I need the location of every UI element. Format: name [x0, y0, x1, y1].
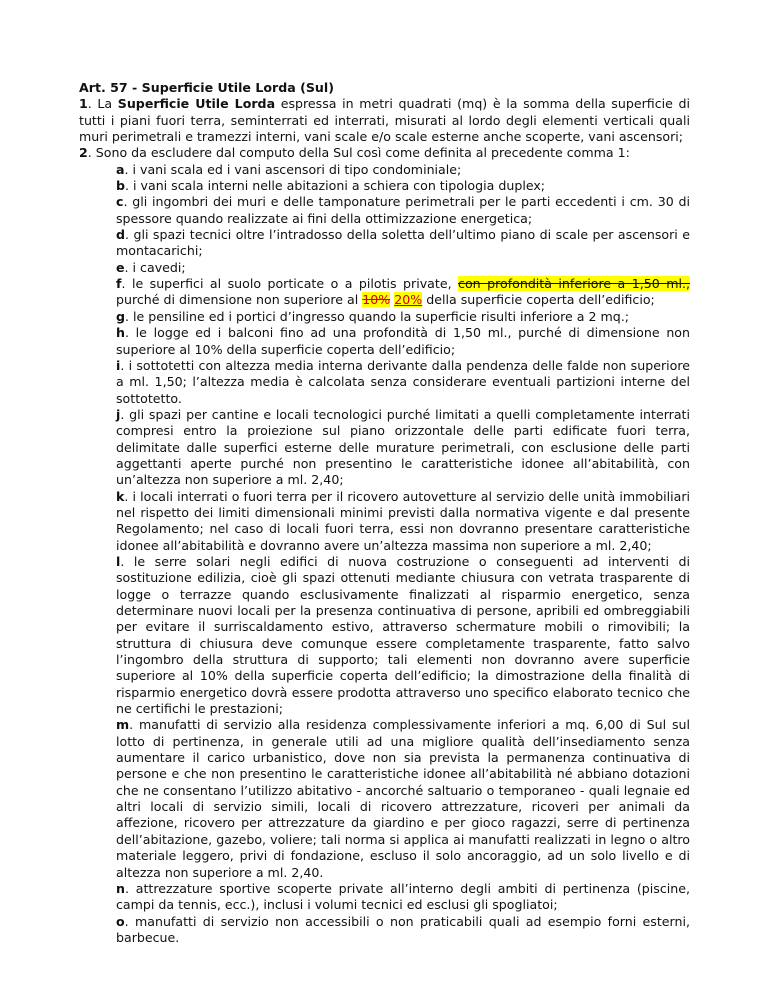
list-item-i: i. i sottotetti con altezza media interna derivante dalla pendenza delle falde non superiore a ml. 1,50; l’altezza media è calcolata senza considerare eventuali partizioni interne del sottotetto. [116, 357, 690, 406]
list-item-e: e. i cavedi; [116, 259, 186, 275]
list-item-k: k. i locali interrati o fuori terra per il ricovero autovetture al servizio delle unità immobiliari nel rispetto dei limiti dimensionali minimi previsti dalla normativa vigente e dal presente Regolamento; nel caso di locali fuori terra, essi non dovranno presentare caratteristiche idonee all’abitabilità e dovranno avere un’altezza massima non superiore a ml. 2,40; [116, 488, 690, 553]
item-letter: c [116, 194, 124, 210]
paragraph-number: 1 [79, 96, 88, 112]
item-letter: o [116, 913, 125, 929]
list-item-m: m. manufatti di servizio alla residenza complessivamente inferiori a mq. 6,00 di Sul sul lotto di pertinenza, in generale utili ad una migliore qualità dell’insediamento senza aumentare il carico urbanistico, dove non sia prevista la permanenza continuativa di persone e che non presentino le caratteristiche idonee all’abitabilità né abbiano dotazioni che ne consentano l’utilizzo abitativo - ancorché saltuario o temporaneo - quali legnaie ed altri locali di servizio simili, locali di ricovero attrezzature, ricoveri per animali da affezione, ricovero per attrezzature da giardino e per gioco ragazzi, serre di pertinenza dell’abitazione, gazebo, voliere; tali norma si applica ai manufatti realizzati in legno o altro materiale leggero, privi di fondazione, escluso il solo ancoraggio, ad un solo livello e di altezza non superiore a ml. 2,40. [116, 717, 690, 880]
item-letter: i [116, 357, 121, 373]
item-letter: b [116, 178, 126, 194]
item-letter: h [116, 325, 125, 341]
list-item-a: a. i vani scala ed i vani ascensori di tipo condominiale; [116, 161, 462, 177]
paragraph-1: 1. La Superficie Utile Lorda espressa in metri quadrati (mq) è la somma della superficie di tutti i piani fuori terra, seminterrati ed interrati, misurati al lordo degli elementi verticali quali muri perimetrali e tramezzi interni, vani scale e/o scale esterne anche scoperte, vani ascensori; [79, 96, 690, 145]
list-item-g: g. le pensiline ed i portici d’ingresso quando la superficie risulti inferiore a 2 mq.; [116, 308, 629, 324]
item-letter: m [116, 717, 130, 733]
list-item-n: n. attrezzature sportive scoperte private all’interno degli ambiti di pertinenza (piscine, campi da tennis, ecc.), inclusi i volumi tecnici ed esclusi gli spogliatoi; [116, 880, 690, 913]
item-letter: a [116, 161, 125, 177]
deleted-text: con profondità inferiore a 1,50 ml., [458, 276, 690, 292]
article-title: Art. 57 - Superficie Utile Lorda (Sul) [79, 80, 334, 95]
item-letter: g [116, 308, 126, 324]
paragraph-2: 2. Sono da escludere dal computo della Sul così come definita al precedente comma 1: [79, 145, 630, 161]
defined-term: Superficie Utile Lorda [117, 96, 276, 112]
inserted-value: 20% [394, 292, 423, 308]
item-letter: j [116, 406, 121, 422]
item-letter: d [116, 227, 126, 243]
list-item-b: b. i vani scala interni nelle abitazioni a schiera con tipologia duplex; [116, 178, 546, 194]
list-item-o: o. manufatti di servizio non accessibili o non praticabili quali ad esempio forni esterni, barbecue. [116, 913, 690, 945]
item-letter: f [116, 276, 122, 292]
list-item-d: d. gli spazi tecnici oltre l’intradosso della soletta dell’ultimo piano di scale per ascensori e montacarichi; [116, 227, 690, 259]
list-item-h: h. le logge ed i balconi fino ad una profondità di 1,50 ml., purché di dimensione non superiore al 10% della superficie coperta dell’edificio; [116, 325, 690, 357]
list-item-j: j. gli spazi per cantine e locali tecnologici purché limitati a quelli completamente interrati compresi entro la proiezione sul piano orizzontale delle parti edificate fuori terra, delimitate dalle superfici esterne delle murature perimetrali, con esclusione delle parti aggettanti aperte purché non presentino le caratteristiche idonee all’abitabilità, con un’altezza non superiore a ml. 2,40; [116, 406, 690, 488]
deleted-value: 10% [362, 292, 391, 308]
paragraph-number: 2 [79, 145, 88, 161]
list-item-f: f. le superfici al suolo porticate o a pilotis private, con profondità inferiore a 1,50 ml., purché di dimensione non superiore al 10% 20% della superficie coperta dell’edificio; [116, 276, 690, 308]
item-letter: n [116, 880, 125, 896]
list-item-c: c. gli ingombri dei muri e delle tamponature perimetrali per le parti eccedenti i cm. 30 di spessore quando realizzate ai fini della ottimizzazione energetica; [116, 194, 690, 226]
item-letter: e [116, 259, 125, 275]
list-item-l: l. le serre solari negli edifici di nuova costruzione o conseguenti ad interventi di sostituzione edilizia, cioè gli spazi ottenuti mediante chiusura con vetrata trasparente di logge o terrazze quando esclusivamente finalizzati al risparmio energetico, senza determinare nuovi locali per la presenza continuativa di persone, apribili ed ombreggiabili per evitare il surriscaldamento estivo, attraverso schermature mobili o rimovibili; la struttura di chiusura deve comunque essere completamente trasparente, fatto salvo l’ingombro della struttura di supporto; tali elementi non dovranno avere superficie superiore al 10% della superficie coperta dell’edificio; la dimostrazione della finalità di risparmio energetico dovrà essere prodotta attraverso uno specifico elaborato tecnico che ne certifichi le prestazioni; [116, 553, 690, 717]
deleted-value-highlight [362, 292, 390, 307]
item-letter: k [116, 488, 125, 504]
item-letter: l [116, 553, 121, 569]
